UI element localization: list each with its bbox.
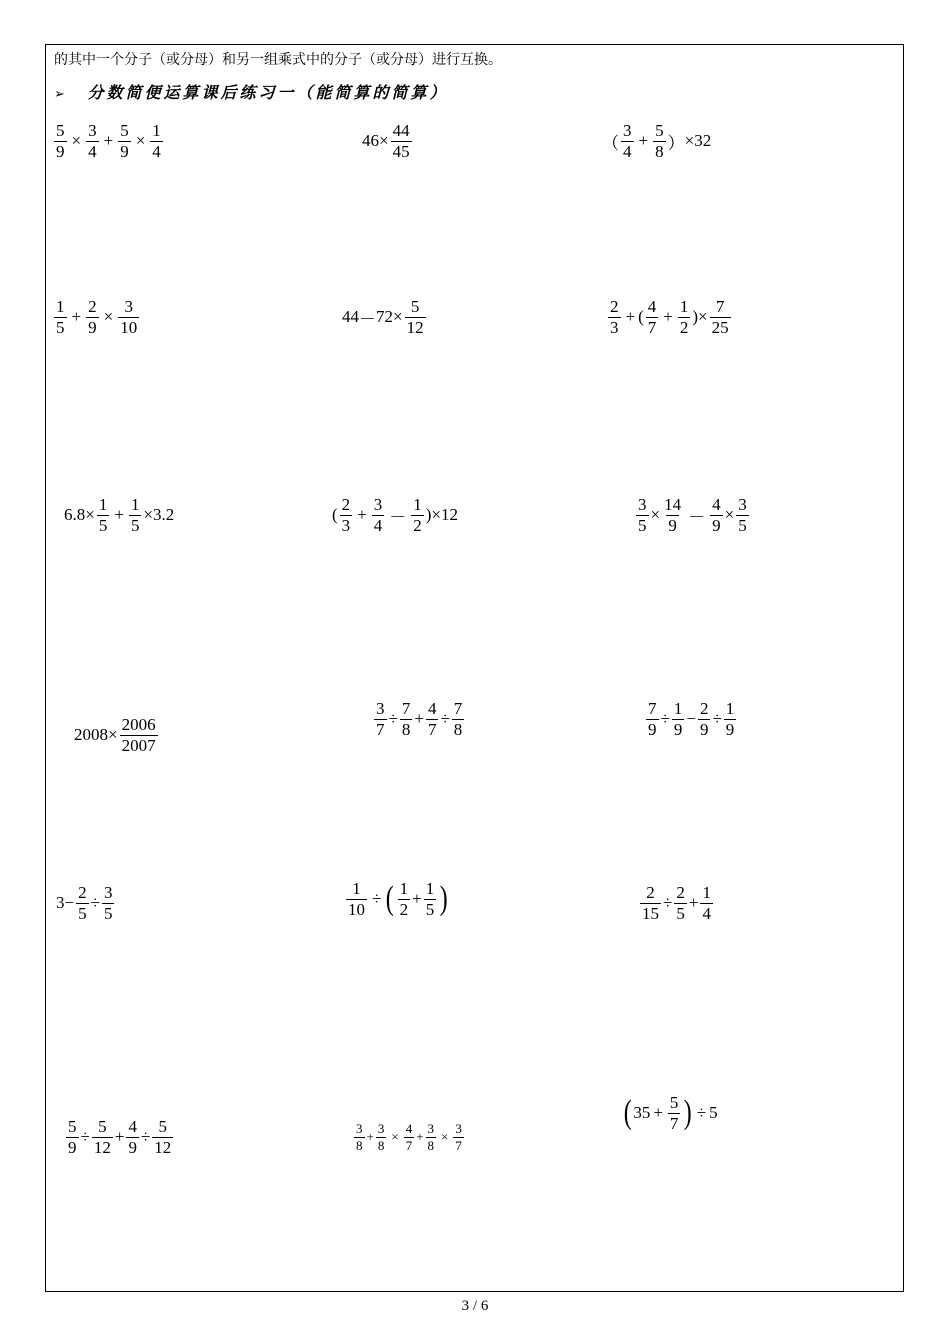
problem-1 [52,122,165,161]
problem-9 [634,496,751,535]
math-term: ÷ [90,893,100,913]
numerator: 1 [152,121,161,140]
numerator: 5 [669,1093,679,1112]
denominator: 45 [392,141,410,161]
math-term: 12 [441,505,459,525]
math-term: ） [667,133,685,153]
math-term: ÷ [663,893,673,913]
fraction [646,298,659,337]
problem-14 [344,880,450,919]
math-term: ) [425,505,432,525]
math-term: 32 [694,131,712,151]
math-term: － [389,507,407,527]
fraction [118,122,131,161]
problem-5 [342,298,428,337]
fraction [120,716,158,755]
math-term: − [686,709,696,729]
fraction [97,496,110,535]
denominator: 12 [154,1137,172,1157]
fraction [453,1122,464,1152]
numerator: 5 [98,1117,107,1136]
numerator: 3 [427,1121,435,1136]
math-term: 44 [342,307,359,327]
math-term: 35 [633,1103,651,1123]
fraction [404,1122,415,1152]
numerator: 3 [623,121,632,140]
fraction [152,1118,173,1157]
fraction [678,298,691,337]
math-term: ÷ [140,1127,151,1147]
numerator: 5 [158,1117,168,1136]
fraction [452,700,465,739]
intro-text: 的其中一个分子（或分母）和另一组乘式中的分子（或分母）进行互换。 [54,52,502,68]
math-term: × [391,1129,399,1145]
numerator: 1 [399,879,409,898]
math-term: 3.2 [153,505,175,525]
fraction [129,496,142,535]
problem-6 [606,298,733,337]
fraction [646,700,659,739]
fraction [391,122,412,161]
numerator: 4 [712,495,721,514]
problem-17 [352,1122,466,1152]
fraction [636,496,649,535]
numerator: 4 [647,297,657,316]
fraction [674,884,687,923]
math-term: × [103,307,114,327]
math-term: ÷ [440,709,450,729]
numerator: 3 [738,495,747,514]
fraction [405,298,426,337]
math-term: ) [684,1094,693,1132]
denominator: 9 [673,719,683,739]
math-term: + [357,505,367,525]
denominator: 5 [56,317,65,337]
math-term: 72 [376,307,393,327]
denominator: 7 [669,1113,679,1133]
numerator: 5 [120,121,129,140]
math-term: × [379,131,389,151]
math-term: + [103,131,114,151]
denominator: 3 [341,515,351,535]
math-term: 5 [709,1103,718,1123]
denominator: 12 [406,317,424,337]
denominator: 4 [373,515,383,535]
problem-8 [332,496,458,535]
bullet-arrow-icon: ➢ [54,87,65,102]
numerator: 3 [377,1121,385,1136]
denominator: 9 [128,1137,137,1157]
denominator: 9 [120,141,129,161]
math-term: － [688,507,706,527]
fraction [376,1122,387,1152]
numerator: 2 [646,883,655,902]
numerator: 5 [655,121,664,140]
math-term: ÷ [712,709,722,729]
math-term: 6.8 [64,505,86,525]
denominator: 8 [356,1137,363,1153]
math-term: + [663,307,673,327]
fraction [372,496,385,535]
section-title: 分数简便运算课后练习一（能简算的简算） [87,83,449,102]
denominator: 9 [88,317,97,337]
fraction [608,298,621,337]
math-term: × [431,505,442,525]
denominator: 5 [676,903,685,923]
math-term: + [638,131,649,151]
numerator: 2 [699,699,709,718]
numerator: 2 [88,297,97,316]
fraction [340,496,353,535]
math-term: × [393,307,403,327]
denominator: 7 [376,719,385,739]
math-term: 3 [56,893,65,913]
denominator: 8 [377,1137,385,1153]
page-frame [45,44,904,1292]
denominator: 2 [413,515,422,535]
numerator: 7 [401,699,411,718]
math-term: × [108,725,118,745]
numerator: 3 [356,1121,363,1136]
denominator: 2 [399,899,409,919]
numerator: 1 [413,495,422,514]
fraction [724,700,737,739]
math-term: + [114,1127,125,1147]
page-number: 3 / 6 [461,1298,489,1314]
denominator: 5 [78,903,87,923]
denominator: 7 [405,1137,413,1153]
denominator: 5 [103,903,113,923]
denominator: 5 [425,899,435,919]
numerator: 3 [103,883,113,902]
denominator: 4 [623,141,632,161]
numerator: 5 [56,121,65,140]
fraction [736,496,749,535]
fraction [411,496,424,535]
problem-11 [372,700,466,739]
denominator: 5 [638,515,647,535]
math-term: × [441,1129,449,1145]
numerator: 1 [673,699,683,718]
numerator: 7 [715,297,725,316]
denominator: 5 [98,515,108,535]
denominator: 12 [93,1137,111,1157]
fraction [150,122,163,161]
numerator: 1 [725,699,735,718]
problem-4 [52,298,141,337]
fraction [700,884,713,923]
fraction [66,1118,79,1157]
fraction [86,298,99,337]
math-term: ÷ [388,709,398,729]
math-term: 46 [362,131,379,151]
fraction [668,1094,681,1133]
numerator: 3 [373,495,383,514]
math-term: （ [602,133,619,153]
math-term: ( [638,307,644,327]
denominator: 9 [68,1137,77,1157]
denominator: 3 [610,317,619,337]
numerator: 1 [352,879,361,898]
numerator: 4 [427,699,437,718]
numerator: 44 [392,121,410,140]
denominator: 9 [668,515,677,535]
math-term: × [650,505,661,525]
numerator: 2 [341,495,351,514]
math-term: ( [332,505,338,525]
numerator: 3 [124,297,133,316]
denominator: 8 [453,719,463,739]
denominator: 7 [427,719,437,739]
math-term: ) [439,880,448,918]
math-term: ÷ [696,1103,707,1123]
numerator: 3 [455,1121,462,1136]
math-term: + [625,307,636,327]
fraction [76,884,89,923]
denominator: 15 [642,903,659,923]
math-term: + [412,889,422,909]
numerator: 7 [453,699,463,718]
denominator: 8 [401,719,411,739]
numerator: 3 [88,121,97,140]
numerator: 5 [410,297,420,316]
fraction [374,700,387,739]
math-term: 2008 [74,725,108,745]
math-term: + [71,307,82,327]
numerator: 1 [98,495,108,514]
fraction [86,122,99,161]
math-term: × [698,307,708,327]
math-term: + [366,1129,374,1145]
math-term: － [359,309,376,329]
fraction [54,298,67,337]
problem-15 [638,884,715,923]
numerator: 2 [78,883,87,902]
problem-7 [64,496,174,535]
math-term: + [688,893,699,913]
fraction [653,122,666,161]
denominator: 5 [130,515,140,535]
numerator: 2006 [121,715,156,734]
numerator: 1 [679,297,689,316]
numerator: 2 [676,883,685,902]
math-term: ÷ [372,889,382,909]
fraction [424,880,437,919]
denominator: 9 [699,719,709,739]
fraction [92,1118,113,1157]
denominator: 9 [712,515,721,535]
fraction [354,1122,365,1152]
denominator: 7 [455,1137,462,1153]
math-term: × [135,131,146,151]
math-term: × [85,505,95,525]
fraction [640,884,661,923]
denominator: 4 [152,141,161,161]
problem-12 [644,700,738,739]
denominator: 2007 [121,735,156,755]
math-term: ( [386,880,394,918]
denominator: 5 [738,515,747,535]
fraction [672,700,685,739]
problem-3 [602,122,711,161]
fraction [398,880,411,919]
math-term: × [143,505,154,525]
denominator: 8 [655,141,664,161]
denominator: 4 [88,141,97,161]
fraction [621,122,634,161]
fraction [102,884,115,923]
math-term: + [414,709,424,729]
problem-2 [362,122,414,161]
denominator: 2 [679,317,689,337]
fraction [698,700,711,739]
fraction [400,700,413,739]
numerator: 3 [638,495,647,514]
fraction [710,298,731,337]
math-term: ÷ [660,709,670,729]
problem-13 [56,884,116,923]
math-term: ) [692,307,699,327]
numerator: 14 [664,495,682,514]
fraction [426,1122,437,1152]
math-term: + [416,1129,424,1145]
math-term: × [71,131,82,151]
math-term: + [114,505,124,525]
numerator: 1 [425,879,435,898]
numerator: 1 [702,883,711,902]
section-heading [54,80,449,103]
numerator: 1 [56,297,65,316]
denominator: 9 [725,719,735,739]
denominator: 25 [711,317,729,337]
math-term: + [653,1103,663,1123]
problem-18 [622,1094,718,1133]
denominator: 9 [648,719,657,739]
math-term: ÷ [80,1127,90,1147]
fraction [54,122,67,161]
denominator: 9 [56,141,65,161]
fraction [426,700,439,739]
denominator: 8 [427,1137,435,1153]
numerator: 4 [128,1117,137,1136]
math-term: × [684,131,695,151]
numerator: 4 [405,1121,413,1136]
math-term: − [64,893,75,913]
fraction [662,496,683,535]
fraction [346,880,367,919]
numerator: 2 [610,297,619,316]
numerator: 7 [648,699,657,718]
fraction [710,496,723,535]
denominator: 4 [702,903,711,923]
numerator: 3 [376,699,385,718]
fraction [118,298,139,337]
problem-10 [74,716,160,755]
math-term: × [724,505,735,525]
problem-16 [64,1118,175,1157]
math-term: ( [623,1094,632,1132]
numerator: 5 [68,1117,77,1136]
denominator: 10 [120,317,138,337]
numerator: 1 [130,495,140,514]
fraction [126,1118,139,1157]
denominator: 10 [348,899,365,919]
denominator: 7 [647,317,657,337]
